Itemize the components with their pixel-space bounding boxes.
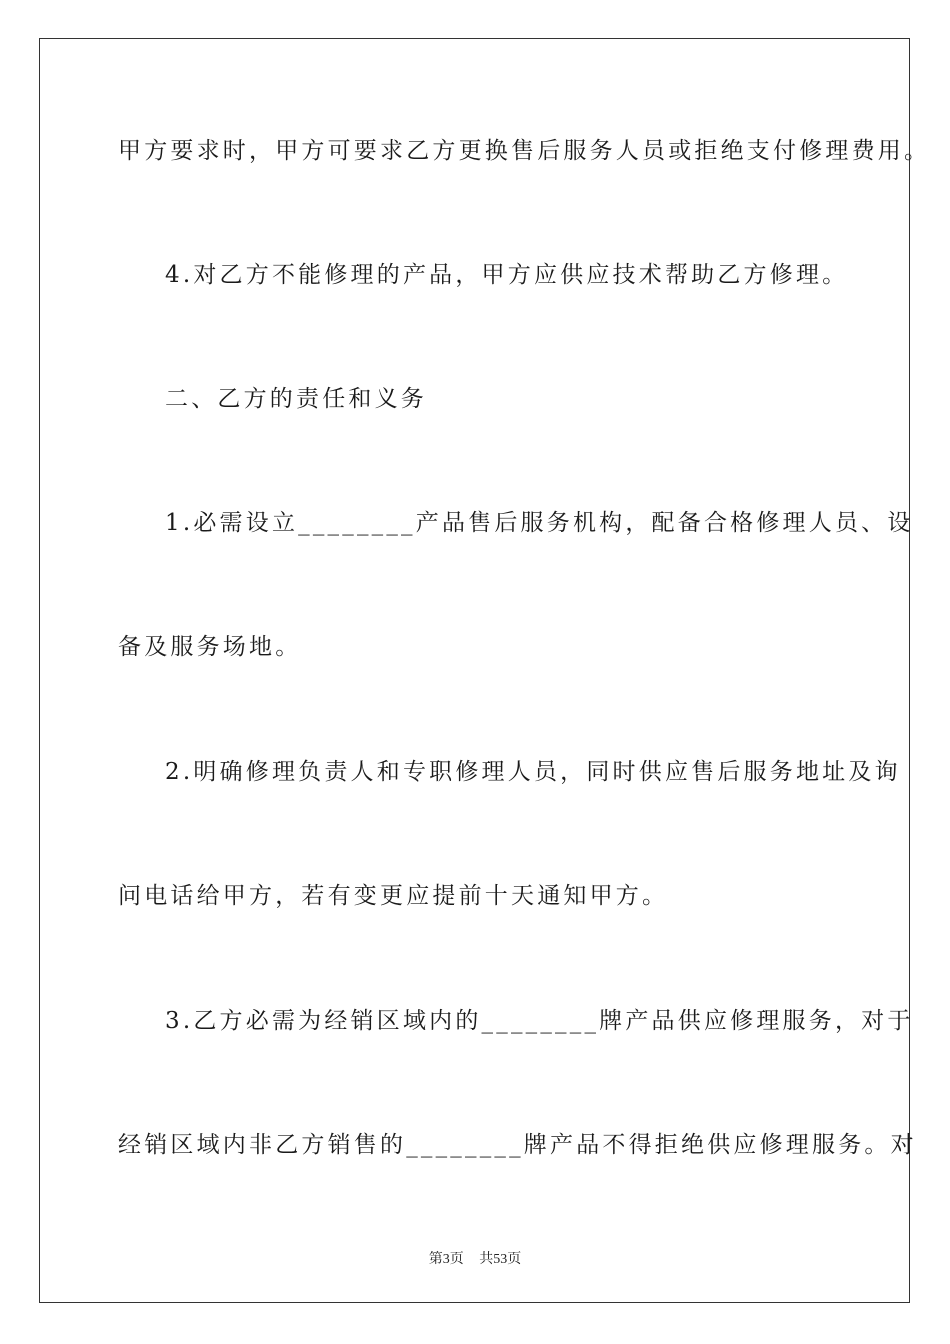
paragraph-line: 3.乙方必需为经销区域内的________牌产品供应修理服务，对于: [165, 1008, 914, 1034]
paragraph-line: 2.明确修理负责人和专职修理人员，同时供应售后服务地址及询: [165, 759, 901, 785]
paragraph-line: 甲方要求时，甲方可要求乙方更换售后服务人员或拒绝支付修理费用。: [118, 138, 931, 164]
page-number: 第3页: [428, 1252, 464, 1267]
section-heading: 二、乙方的责任和义务: [165, 386, 427, 412]
paragraph-line: 1.必需设立________产品售后服务机构，配备合格修理人员、设: [165, 510, 914, 536]
paragraph-line: 4.对乙方不能修理的产品，甲方应供应技术帮助乙方修理。: [165, 262, 849, 288]
page-footer: [0, 1248, 950, 1268]
total-pages: 共53页: [479, 1252, 522, 1267]
paragraph-line: 经销区域内非乙方销售的________牌产品不得拒绝供应修理服务。对: [118, 1132, 917, 1158]
paragraph-line: 问电话给甲方，若有变更应提前十天通知甲方。: [118, 883, 669, 909]
paragraph-line: 备及服务场地。: [118, 634, 302, 660]
page-border: [39, 38, 910, 1303]
